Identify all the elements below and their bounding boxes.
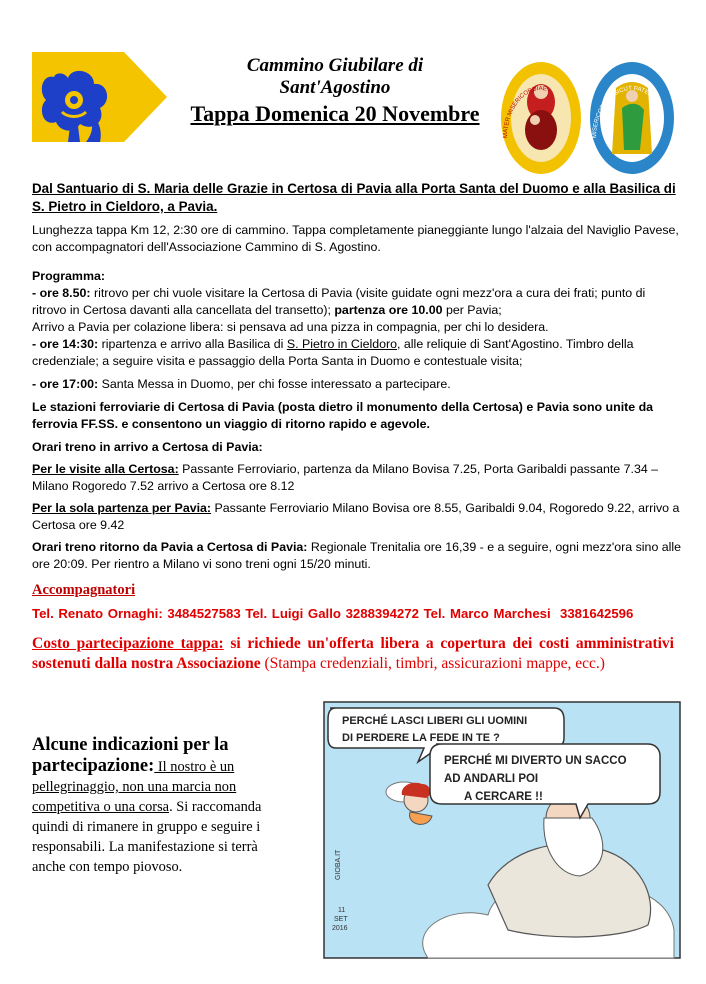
cieldoro-link: S. Pietro in Cieldoro bbox=[286, 337, 398, 351]
treni-visite: Per le visite alla Certosa: Passante Ferroviario, partenza da Milano Bovisa 7.25, Porta Garibaldi passante 7.34 – Milano Rogoredo 7.52 arrivo a Certosa ore 8.12 bbox=[32, 462, 659, 493]
accompagnatori-heading: Accompagnatori bbox=[32, 582, 136, 598]
programma-section: Programma: - ore 8.50: ritrovo per chi vuole visitare la Certosa di Pavia (visite guidate ogni mezz'ora a cura dei frati; punto di ritrovo in Certosa davanti alla cancellata del transetto); partenza ore 10.00 per Pavia; Arrivo a Pavia per colazione libera: si pensava ad una pizza in compagnia, per chi lo desidera. bbox=[32, 269, 646, 334]
association-logo bbox=[32, 52, 167, 142]
svg-text:11: 11 bbox=[338, 907, 346, 914]
treni-heading: Orari treno in arrivo a Certosa di Pavia: bbox=[32, 440, 263, 454]
header-subtitle: Tappa Domenica 20 Novembre bbox=[190, 101, 480, 126]
svg-text:AD ANDARLI POI: AD ANDARLI POI bbox=[444, 773, 539, 785]
accompagnatori-contacts: Tel. Renato Ornaghi: 3484527583 Tel. Luigi Gallo 3288394272 Tel. Marco Marchesi 3381642596 bbox=[32, 606, 634, 621]
programma-heading: Programma: bbox=[32, 269, 105, 283]
indicazioni-heading: Alcune indicazioni per la bbox=[32, 735, 229, 755]
programma-item-1430: - ore 14:30: ripartenza e arrivo alla Basilica di S. Pietro in Cieldoro, alle reliquie di Sant'Agostino. Timbro della credenziale; a seguire visita e passaggio della Porta Santa in Duomo e contestuale visita; bbox=[32, 337, 634, 368]
costo-section: Costo partecipazione tappa: si richiede un'offerta libera a copertura dei costi amministrativi sostenuti dalla nostra Associazione (Stampa credenziali, timbri, assicurazioni mappe, ecc.) bbox=[32, 635, 674, 672]
svg-text:GIOBA.IT: GIOBA.IT bbox=[335, 849, 342, 880]
svg-text:MATER MISERICORDIAE: MATER MISERICORDIAE bbox=[502, 85, 548, 139]
svg-text:PERCHÉ LASCI LIBERI GLI UOMINI: PERCHÉ LASCI LIBERI GLI UOMINI bbox=[342, 715, 528, 727]
treni-ritorno: Orari treno ritorno da Pavia a Certosa di Pavia: Regionale Trenitalia ore 16,39 - e a seguire, ogni mezz'ora sino alle ore 20:09. Per rientro a Milano vi sono treni ogni 15/20 minuti. bbox=[32, 540, 682, 571]
svg-text:SET: SET bbox=[334, 916, 348, 923]
cartoon-illustration bbox=[318, 700, 684, 962]
svg-text:A CERCARE !!: A CERCARE !! bbox=[464, 791, 543, 803]
svg-text:PERCHÉ MI DIVERTO UN SACCO: PERCHÉ MI DIVERTO UN SACCO bbox=[444, 755, 627, 767]
svg-text:MISERICORDES SICUT PATER: MISERICORDES SICUT PATER bbox=[591, 85, 654, 139]
mater-misericordiae-seal bbox=[497, 58, 585, 176]
header-title: Cammino Giubilare di Sant'Agostino bbox=[246, 55, 424, 98]
stazioni-note: Le stazioni ferroviarie di Certosa di Pavia (posta dietro il monumento della Certosa) e Pavia sono unite da ferrovia FF.SS. e consentono un viaggio di ritorno rapido e agevole. bbox=[32, 400, 654, 431]
intro-heading: Dal Santuario di S. Maria delle Grazie in Certosa di Pavia alla Porta Santa del Duomo e alla Basilica di S. Pietro in Cieldoro, a Pavia. bbox=[32, 181, 676, 214]
svg-text:2016: 2016 bbox=[332, 925, 348, 932]
treni-partenza: Per la sola partenza per Pavia: Passante Ferroviario Milano Bovisa ore 8.55, Garibaldi 9.04, Rogoredo 9.22, arrivo a Certosa ore 9.42 bbox=[32, 501, 680, 532]
description: Lunghezza tappa Km 12, 2:30 ore di cammino. Tappa completamente pianeggiante lungo l'alzaia del Naviglio Pavese, con accompagnatori dell'Associazione Cammino di S. Agostino. bbox=[32, 223, 679, 254]
programma-item-1700: - ore 17:00: Santa Messa in Duomo, per chi fosse interessato a partecipare. bbox=[32, 377, 451, 391]
indicazioni-text: partecipazione: Il nostro è un pellegrinaggio, non una marcia non competitiva o una corsa. Si raccomanda quindi di rimanere in gruppo e seguire i responsabili. La manifestazione si terrà anche con tempo piovoso. bbox=[32, 756, 262, 875]
svg-text:DI PERDERE LA FEDE IN TE ?: DI PERDERE LA FEDE IN TE ? bbox=[342, 732, 500, 744]
misericordes-sicut-pater-seal bbox=[586, 58, 678, 176]
